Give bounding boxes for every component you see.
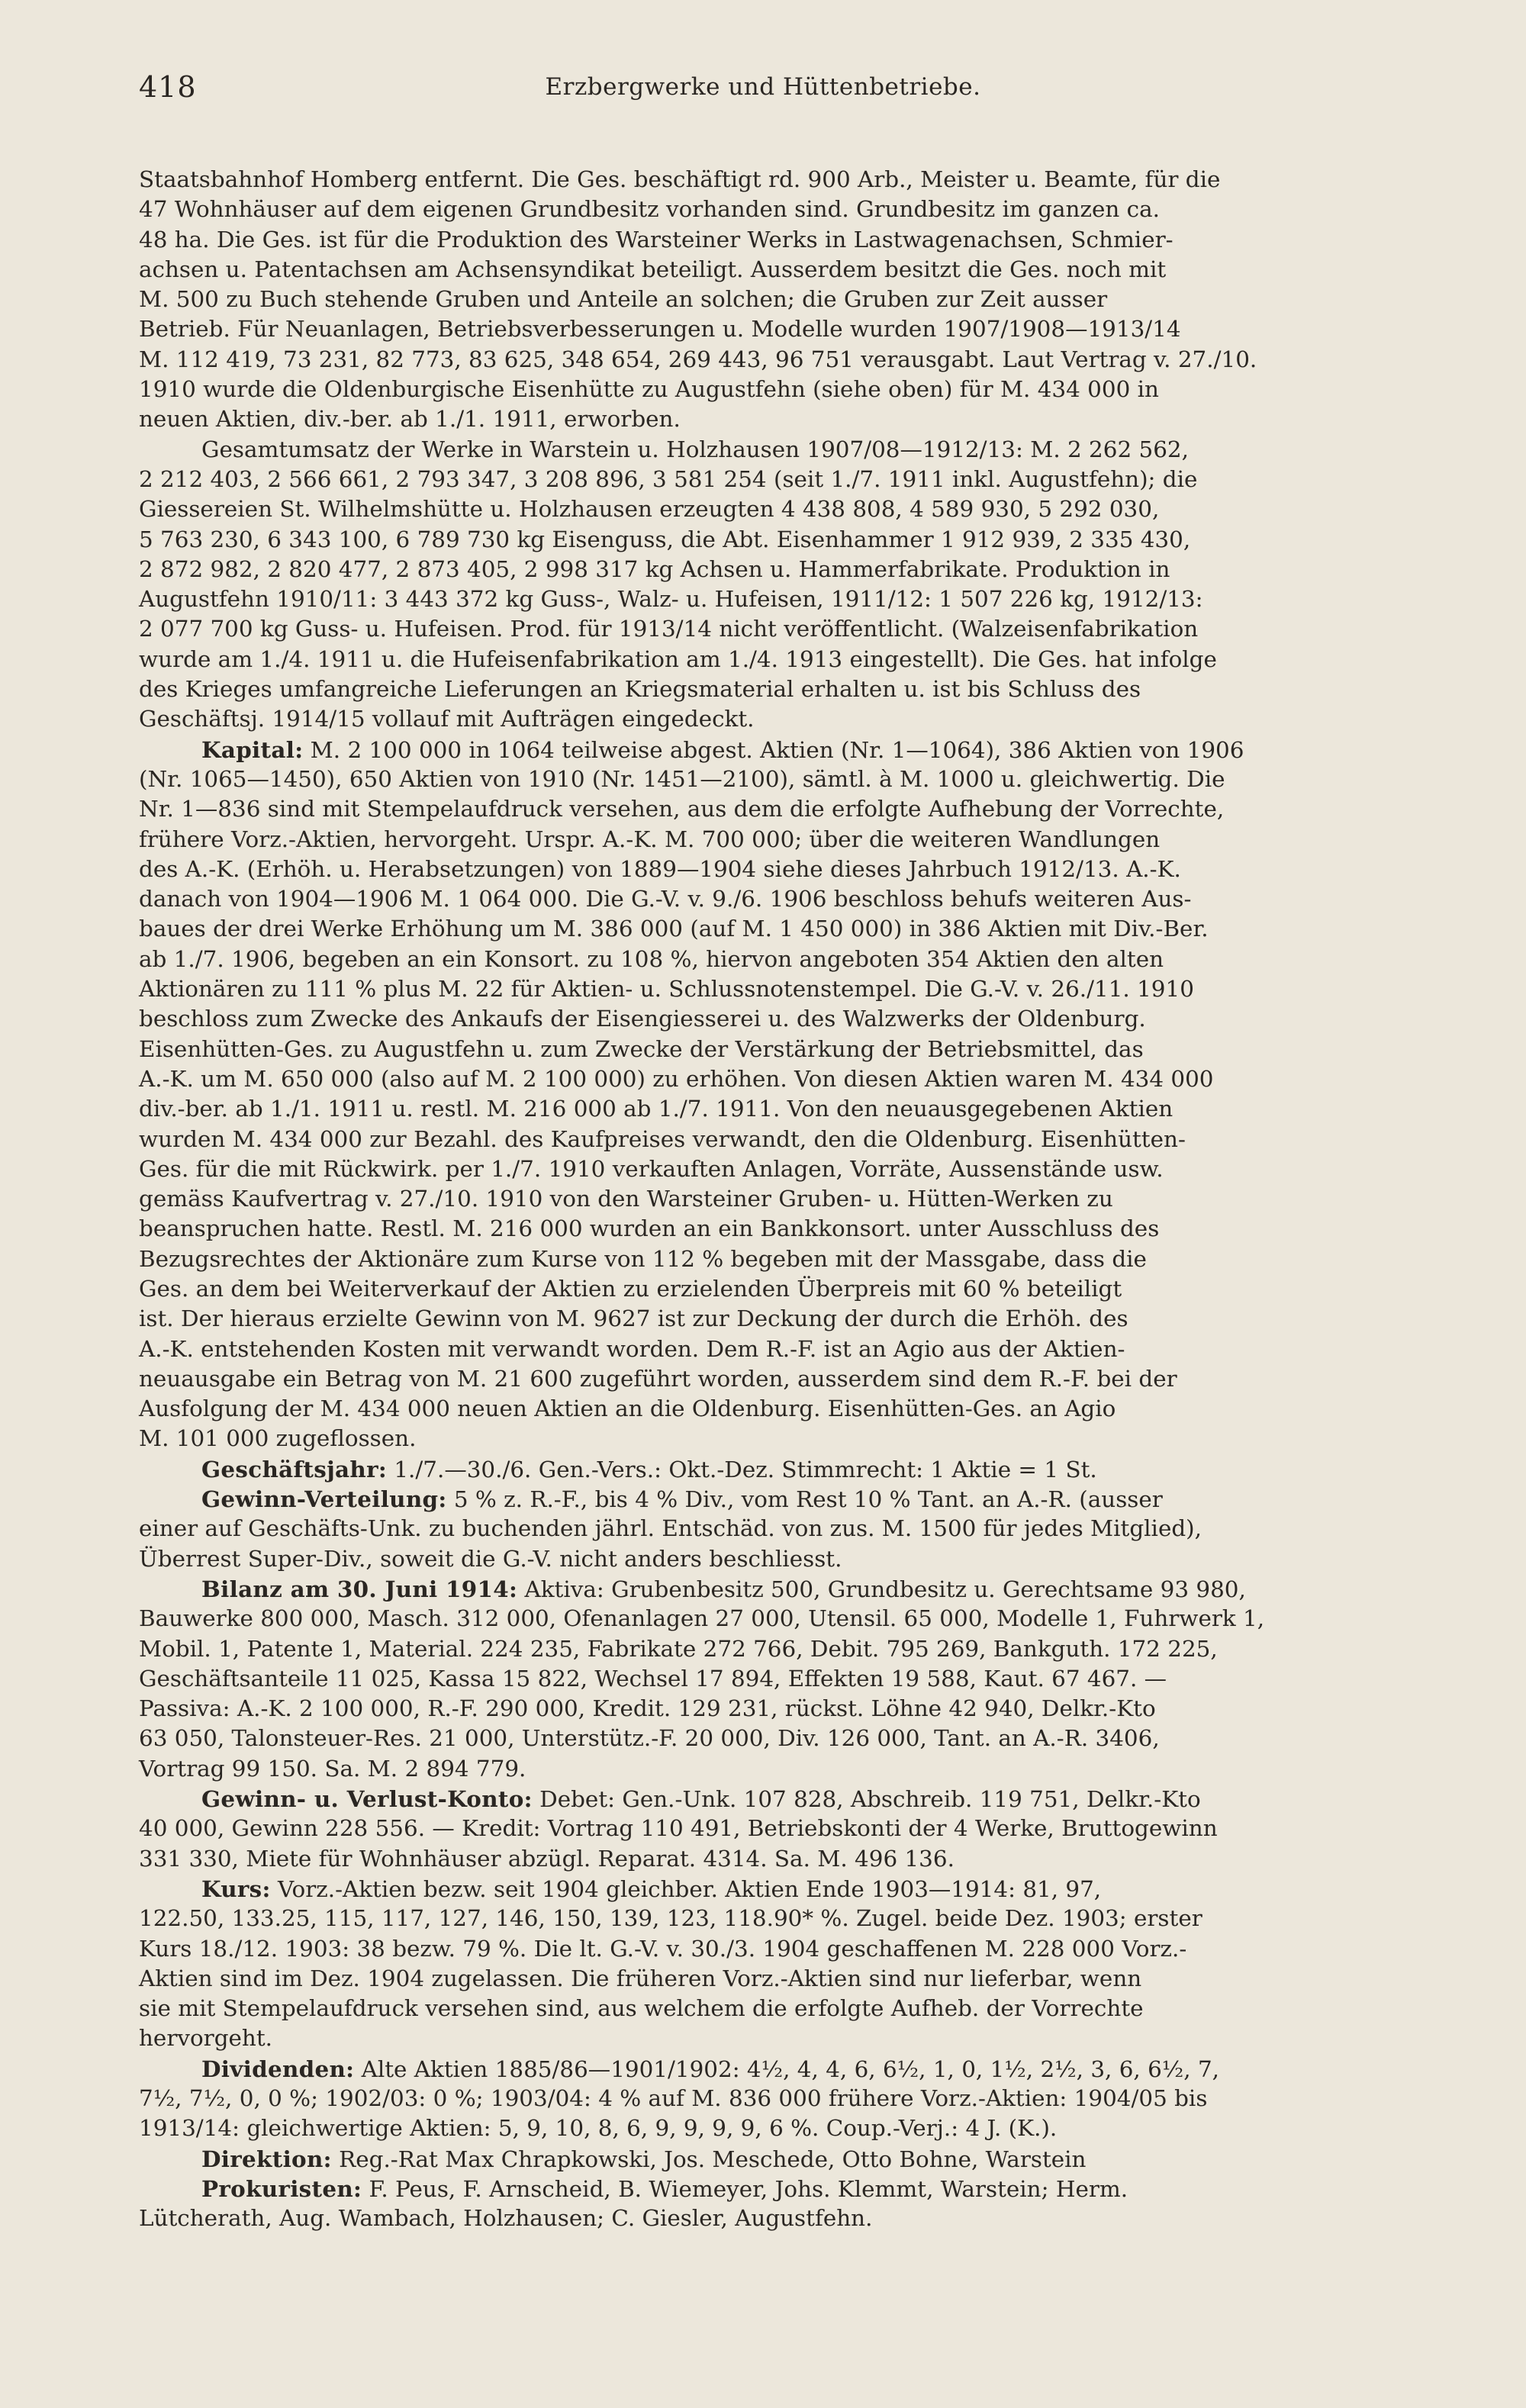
text-line <box>139 855 1512 884</box>
text-line <box>139 1274 1512 1304</box>
text-line <box>139 1724 1512 1753</box>
line-text: Geschäftsj. 1914/15 vollauf mit Aufträgen eingedeckt. <box>139 706 755 732</box>
line-text: Giessereien St. Wilhelmshütte u. Holzhausen erzeugten 4 438 808, 4 589 930, 5 292 030, <box>139 496 1160 523</box>
text-line <box>139 945 1512 974</box>
text-line <box>139 314 1512 344</box>
text-line <box>139 1454 1512 1484</box>
text-line <box>139 1874 1512 1904</box>
line-text: Vortrag 99 150. Sa. M. 2 894 779. <box>139 1755 526 1782</box>
line-text: 5 763 230, 6 343 100, 6 789 730 kg Eisenguss, die Abt. Eisenhammer 1 912 939, 2 335 430, <box>139 526 1191 552</box>
text-line <box>139 255 1512 285</box>
line-text: M. 112 419, 73 231, 82 773, 83 625, 348 654, 269 443, 96 751 verausgabt. Laut Vertrag v. 27./10. <box>139 346 1257 372</box>
text-line <box>139 1964 1512 1994</box>
text-line <box>139 884 1512 914</box>
text-line <box>139 225 1512 255</box>
text-line <box>139 584 1512 614</box>
line-text: hervorgeht. <box>139 2025 273 2052</box>
line-text: 1./7.—30./6. Gen.-Vers.: Okt.-Dez. Stimmrecht: 1 Aktie = 1 St. <box>387 1456 1097 1482</box>
line-text: 63 050, Talonsteuer-Res. 21 000, Unterstütz.-F. 20 000, Div. 126 000, Tant. an A.-R. 3406, <box>139 1725 1160 1752</box>
text-line <box>139 435 1512 465</box>
text-line <box>139 1994 1512 2023</box>
line-text: 40 000, Gewinn 228 556. — Kredit: Vortrag 110 491, Betriebskonti der 4 Werke, Bruttogewinn <box>139 1815 1218 1842</box>
section-keyword: Bilanz am 30. Juni 1914: <box>201 1575 518 1602</box>
line-text: 2 872 982, 2 820 477, 2 873 405, 2 998 317 kg Achsen u. Hammerfabrikate. Produktion in <box>139 555 1170 582</box>
text-line <box>139 2174 1512 2204</box>
section-keyword: Geschäftsjahr: <box>201 1455 387 1482</box>
line-text: Eisenhütten-Ges. zu Augustfehn u. zum Zwecke der Verstärkung der Betriebsmittel, das <box>139 1035 1144 1062</box>
text-line <box>139 1694 1512 1724</box>
line-text: wurde am 1./4. 1911 u. die Hufeisenfabrikation am 1./4. 1913 eingestellt). Die Ges. hat infolge <box>139 645 1217 672</box>
line-text: des Krieges umfangreiche Lieferungen an Kriegsmaterial erhalten u. ist bis Schluss des <box>139 676 1141 703</box>
line-text: Aktiva: Grubenbesitz 500, Grundbesitz u. Gerechtsame 93 980, <box>517 1576 1246 1602</box>
line-text: Vorz.-Aktien bezw. seit 1904 gleichber. Aktien Ende 1903—1914: 81, 97, <box>270 1875 1102 1902</box>
text-line <box>139 974 1512 1004</box>
line-text: beschloss zum Zwecke des Ankaufs der Eisengiesserei u. des Walzwerks der Oldenburg. <box>139 1006 1146 1032</box>
text-line <box>139 1125 1512 1154</box>
text-line <box>139 1214 1512 1244</box>
line-text: Mobil. 1, Patente 1, Material. 224 235, Fabrikate 272 766, Debit. 795 269, Bankguth. 172 225, <box>139 1635 1218 1662</box>
line-text: neuen Aktien, div.-ber. ab 1./1. 1911, erworben. <box>139 406 681 433</box>
text-line <box>139 674 1512 704</box>
line-text: M. 500 zu Buch stehende Gruben und Anteile an solchen; die Gruben zur Zeit ausser <box>139 286 1108 313</box>
line-text: neuausgabe ein Betrag von M. 21 600 zugeführt worden, ausserdem sind dem R.-F. bei der <box>139 1365 1177 1392</box>
line-text: Bezugsrechtes der Aktionäre zum Kurse von 112 % begeben mit der Massgabe, dass die <box>139 1245 1147 1272</box>
line-text: (Nr. 1065—1450), 650 Aktien von 1910 (Nr. 1451—2100), sämtl. à M. 1000 u. gleichwertig. Die <box>139 765 1225 792</box>
text-line <box>139 914 1512 944</box>
line-text: 331 330, Miete für Wohnhäuser abzügl. Reparat. 4314. Sa. M. 496 136. <box>139 1845 955 1872</box>
running-head: Erzbergwerke und Hüttenbetriebe. <box>545 73 981 101</box>
text-line <box>139 1544 1512 1574</box>
line-text: A.-K. entstehenden Kosten mit verwandt worden. Dem R.-F. ist an Agio aus der Aktien- <box>139 1335 1125 1362</box>
body-text <box>139 165 1512 2233</box>
text-line <box>139 1244 1512 1274</box>
line-text: F. Peus, F. Arnscheid, B. Wiemeyer, Johs. Klemmt, Warstein; Herm. <box>362 2175 1128 2202</box>
text-line <box>139 1664 1512 1694</box>
text-line <box>139 645 1512 674</box>
text-line <box>139 2113 1512 2143</box>
line-text: ab 1./7. 1906, begeben an ein Konsort. zu 108 %, hiervon angeboten 354 Aktien den alten <box>139 945 1164 972</box>
text-line <box>139 794 1512 824</box>
line-text: M. 2 100 000 in 1064 teilweise abgest. Aktien (Nr. 1—1064), 386 Aktien von 1906 <box>303 736 1244 763</box>
text-line <box>139 1634 1512 1664</box>
text-line <box>139 285 1512 314</box>
line-text: 2 212 403, 2 566 661, 2 793 347, 3 208 896, 3 581 254 (seit 1./7. 1911 inkl. Augustfehn); die <box>139 465 1198 492</box>
text-line <box>139 375 1512 404</box>
text-line <box>139 1094 1512 1124</box>
text-line <box>139 2054 1512 2084</box>
text-line <box>139 1904 1512 1933</box>
line-text: Lütcherath, Aug. Wambach, Holzhausen; C. Giesler, Augustfehn. <box>139 2205 873 2232</box>
section-keyword: Gewinn-Verteilung: <box>201 1486 447 1513</box>
section-keyword: Kurs: <box>201 1875 271 1902</box>
text-line <box>139 2084 1512 2113</box>
text-line <box>139 1154 1512 1184</box>
line-text: 7½, 7½, 0, 0 %; 1902/03: 0 %; 1903/04: 4 % auf M. 836 000 frühere Vorz.-Aktien: 1904/05 bis <box>139 2085 1208 2111</box>
text-line <box>139 1304 1512 1334</box>
line-text: Augustfehn 1910/11: 3 443 372 kg Guss-, Walz- u. Hufeisen, 1911/12: 1 507 226 kg, 1912/13: <box>139 586 1203 613</box>
line-text: Nr. 1—836 sind mit Stempelaufdruck versehen, aus dem die erfolgte Aufhebung der Vorrechte, <box>139 796 1225 823</box>
section-keyword: Prokuristen: <box>201 2175 362 2202</box>
text-line <box>139 1574 1512 1604</box>
text-line <box>139 825 1512 855</box>
page-number: 418 <box>139 70 197 104</box>
text-line <box>139 1604 1512 1634</box>
line-text: Bauwerke 800 000, Masch. 312 000, Ofenanlagen 27 000, Utensil. 65 000, Modelle 1, Fuhrwerk 1, <box>139 1605 1265 1632</box>
text-line <box>139 1424 1512 1453</box>
text-line <box>139 165 1512 195</box>
text-line <box>139 1004 1512 1034</box>
line-text: Debet: Gen.-Unk. 107 828, Abschreib. 119 751, Delkr.-Kto <box>532 1786 1201 1813</box>
line-text: div.-ber. ab 1./1. 1911 u. restl. M. 216 000 ab 1./7. 1911. Von den neuausgegebenen Aktien <box>139 1096 1173 1122</box>
line-text: 2 077 700 kg Guss- u. Hufeisen. Prod. für 1913/14 nicht veröffentlicht. (Walzeisenfabrikation <box>139 616 1199 642</box>
text-line <box>139 1035 1512 1064</box>
text-line <box>139 1814 1512 1843</box>
line-text: Gesamtumsatz der Werke in Warstein u. Holzhausen 1907/08—1912/13: M. 2 262 562, <box>201 436 1189 462</box>
text-line <box>139 2144 1512 2174</box>
line-text: Passiva: A.-K. 2 100 000, R.-F. 290 000, Kredit. 129 231, rückst. Löhne 42 940, Delkr.-Kto <box>139 1695 1156 1722</box>
text-line <box>139 2204 1512 2233</box>
line-text: wurden M. 434 000 zur Bezahl. des Kaufpreises verwandt, den die Oldenburg. Eisenhütten- <box>139 1125 1186 1152</box>
text-line <box>139 1364 1512 1394</box>
text-line <box>139 525 1512 555</box>
text-line <box>139 1514 1512 1544</box>
text-line <box>139 465 1512 494</box>
text-line <box>139 1934 1512 1964</box>
line-text: Geschäftsanteile 11 025, Kassa 15 822, Wechsel 17 894, Effekten 19 588, Kaut. 67 467. — <box>139 1665 1167 1692</box>
line-text: beanspruchen hatte. Restl. M. 216 000 wurden an ein Bankkonsort. unter Ausschluss des <box>139 1215 1160 1242</box>
text-line <box>139 1844 1512 1874</box>
section-keyword: Dividenden: <box>201 2055 355 2082</box>
line-text: Staatsbahnhof Homberg entfernt. Die Ges. beschäftigt rd. 900 Arb., Meister u. Beamte, für die <box>139 166 1221 192</box>
line-text: Reg.-Rat Max Chrapkowski, Jos. Meschede, Otto Bohne, Warstein <box>331 2146 1087 2172</box>
text-line <box>139 735 1512 765</box>
line-text: Kurs 18./12. 1903: 38 bezw. 79 %. Die lt. G.-V. v. 30./3. 1904 geschaffenen M. 228 000 Vorz.- <box>139 1935 1187 1962</box>
line-text: gemäss Kaufvertrag v. 27./10. 1910 von den Warsteiner Gruben- u. Hütten-Werken zu <box>139 1186 1113 1212</box>
line-text: einer auf Geschäfts-Unk. zu buchenden jährl. Entschäd. von zus. M. 1500 für jedes Mitglied), <box>139 1515 1202 1542</box>
text-line <box>139 614 1512 644</box>
text-line <box>139 1064 1512 1094</box>
line-text: Aktien sind im Dez. 1904 zugelassen. Die früheren Vorz.-Aktien sind nur lieferbar, wenn <box>139 1965 1142 1991</box>
section-keyword: Gewinn- u. Verlust-Konto: <box>201 1785 533 1813</box>
section-keyword: Kapital: <box>201 736 304 763</box>
line-text: Alte Aktien 1885/86—1901/1902: 4½, 4, 4, 6, 6½, 1, 0, 1½, 2½, 3, 6, 6½, 7, <box>354 2055 1220 2082</box>
text-line <box>139 1334 1512 1364</box>
line-text: 47 Wohnhäuser auf dem eigenen Grundbesitz vorhanden sind. Grundbesitz im ganzen ca. <box>139 196 1160 223</box>
line-text: Ausfolgung der M. 434 000 neuen Aktien an die Oldenburg. Eisenhütten-Ges. an Agio <box>139 1396 1116 1422</box>
line-text: M. 101 000 zugeflossen. <box>139 1425 417 1452</box>
text-line <box>139 555 1512 584</box>
text-line <box>139 765 1512 794</box>
line-text: A.-K. um M. 650 000 (also auf M. 2 100 000) zu erhöhen. Von diesen Aktien waren M. 434 000 <box>139 1065 1214 1092</box>
line-text: frühere Vorz.-Aktien, hervorgeht. Urspr. A.-K. M. 700 000; über die weiteren Wandlungen <box>139 826 1161 852</box>
line-text: baues der drei Werke Erhöhung um M. 386 000 (auf M. 1 450 000) in 386 Aktien mit Div.-Ber. <box>139 916 1209 942</box>
line-text: 48 ha. Die Ges. ist für die Produktion des Warsteiner Werks in Lastwagenachsen, Schmier- <box>139 226 1173 253</box>
page-header <box>0 66 1526 111</box>
text-line <box>139 494 1512 524</box>
section-keyword: Direktion: <box>201 2145 332 2172</box>
text-line <box>139 404 1512 434</box>
line-text: Ges. für die mit Rückwirk. per 1./7. 1910 verkauften Anlagen, Vorräte, Aussenstände usw. <box>139 1155 1164 1182</box>
text-line <box>139 345 1512 375</box>
line-text: sie mit Stempelaufdruck versehen sind, aus welchem die erfolgte Aufheb. der Vorrechte <box>139 1995 1144 2022</box>
text-line <box>139 1484 1512 1514</box>
line-text: ist. Der hieraus erzielte Gewinn von M. 9627 ist zur Deckung der durch die Erhöh. des <box>139 1305 1128 1332</box>
line-text: Überrest Super-Div., soweit die G.-V. nicht anders beschliesst. <box>139 1545 842 1572</box>
line-text: Ges. an dem bei Weiterverkauf der Aktien zu erzielenden Überpreis mit 60 % beteiligt <box>139 1275 1122 1302</box>
line-text: danach von 1904—1906 M. 1 064 000. Die G.-V. v. 9./6. 1906 beschloss behufs weiteren Aus- <box>139 886 1192 913</box>
text-line <box>139 1184 1512 1214</box>
line-text: Aktionären zu 111 % plus M. 22 für Aktien- u. Schlussnotenstempel. Die G.-V. v. 26./11. 1910 <box>139 976 1194 1003</box>
line-text: 1913/14: gleichwertige Aktien: 5, 9, 10, 8, 6, 9, 9, 9, 9, 6 %. Coup.-Verj.: 4 J. (K.). <box>139 2115 1058 2142</box>
text-line <box>139 1754 1512 1784</box>
line-text: 1910 wurde die Oldenburgische Eisenhütte zu Augustfehn (siehe oben) für M. 434 000 in <box>139 376 1159 403</box>
text-line <box>139 2023 1512 2053</box>
text-line <box>139 1394 1512 1424</box>
line-text: 122.50, 133.25, 115, 117, 127, 146, 150, 139, 123, 118.90* %. Zugel. beide Dez. 1903; erster <box>139 1905 1202 1932</box>
text-line <box>139 704 1512 734</box>
line-text: 5 % z. R.-F., bis 4 % Div., vom Rest 10 % Tant. an A.-R. (ausser <box>446 1486 1163 1513</box>
text-line <box>139 195 1512 224</box>
line-text: achsen u. Patentachsen am Achsensyndikat beteiligt. Ausserdem besitzt die Ges. noch mit <box>139 256 1167 282</box>
text-line <box>139 1784 1512 1814</box>
line-text: Betrieb. Für Neuanlagen, Betriebsverbesserungen u. Modelle wurden 1907/1908—1913/14 <box>139 316 1181 343</box>
line-text: des A.-K. (Erhöh. u. Herabsetzungen) von 1889—1904 siehe dieses Jahrbuch 1912/13. A.-K. <box>139 855 1181 882</box>
